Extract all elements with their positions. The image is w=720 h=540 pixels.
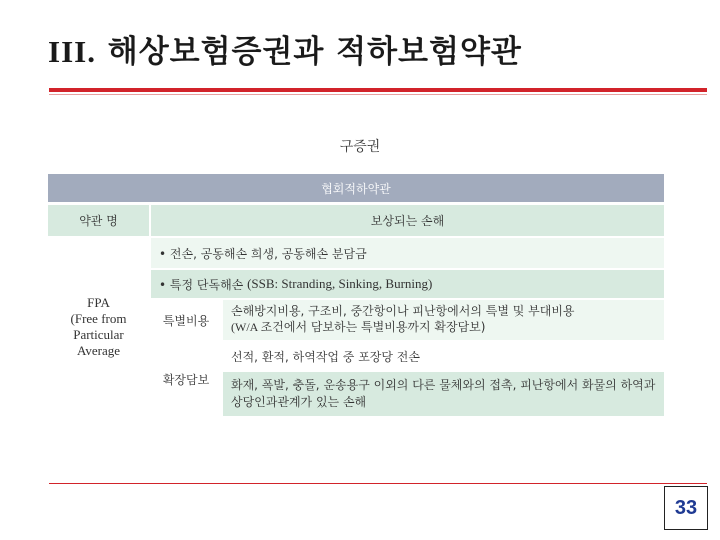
clause-name-line: Average <box>76 343 121 358</box>
column-header-coverage: 보상되는 손해 <box>151 205 664 236</box>
footer-rule <box>49 483 707 484</box>
coverage-row-text: • 특정 단독해손 <box>159 277 244 292</box>
sub-label-special-charges: 특별비용 <box>151 300 221 340</box>
special-charges-description <box>223 300 664 340</box>
special-charges-english: (W/A <box>231 320 261 334</box>
table-header: 협회적하약관 <box>48 174 664 202</box>
special-charges-line <box>231 319 656 335</box>
sub-label-extended-cover: 확장담보 <box>151 342 221 416</box>
column-header-clause-name: 약관 명 <box>48 205 149 236</box>
clause-name-line: FPA <box>87 295 110 310</box>
extended-cover-item: 선적, 환적, 하역작업 중 포장당 전손 <box>223 342 664 370</box>
special-charges-text: 조건에서 담보하는 특별비용까지 확장담보) <box>260 320 486 334</box>
clause-name-line: (Free from <box>70 311 127 326</box>
special-charges-line: 손해방지비용, 구조비, 중간항이나 피난항에서의 특별 및 부대비용 <box>231 304 575 318</box>
title-text: 해상보험증권과 적하보험약관 <box>107 34 522 70</box>
slide-title <box>48 26 522 71</box>
extended-cover-item: 화재, 폭발, 충돌, 운송용구 이외의 다른 물체와의 접촉, 피난항에서 화물의 하역과 상당인과관계가 있는 손해 <box>223 372 664 416</box>
title-roman-numeral: III. <box>48 34 96 69</box>
title-underline-thin <box>49 94 707 95</box>
title-underline <box>49 88 707 92</box>
coverage-row-english: (SSB: Stranding, Sinking, Burning) <box>247 276 433 291</box>
coverage-row-total-loss: • 전손, 공동해손 희생, 공동해손 분담금 <box>151 238 664 268</box>
page-number: 33 <box>664 486 708 530</box>
coverage-row-particular-average <box>151 270 664 298</box>
subtitle: 구증권 <box>339 139 381 155</box>
clause-name-fpa <box>48 238 149 416</box>
clause-name-line: Particular <box>73 327 124 342</box>
